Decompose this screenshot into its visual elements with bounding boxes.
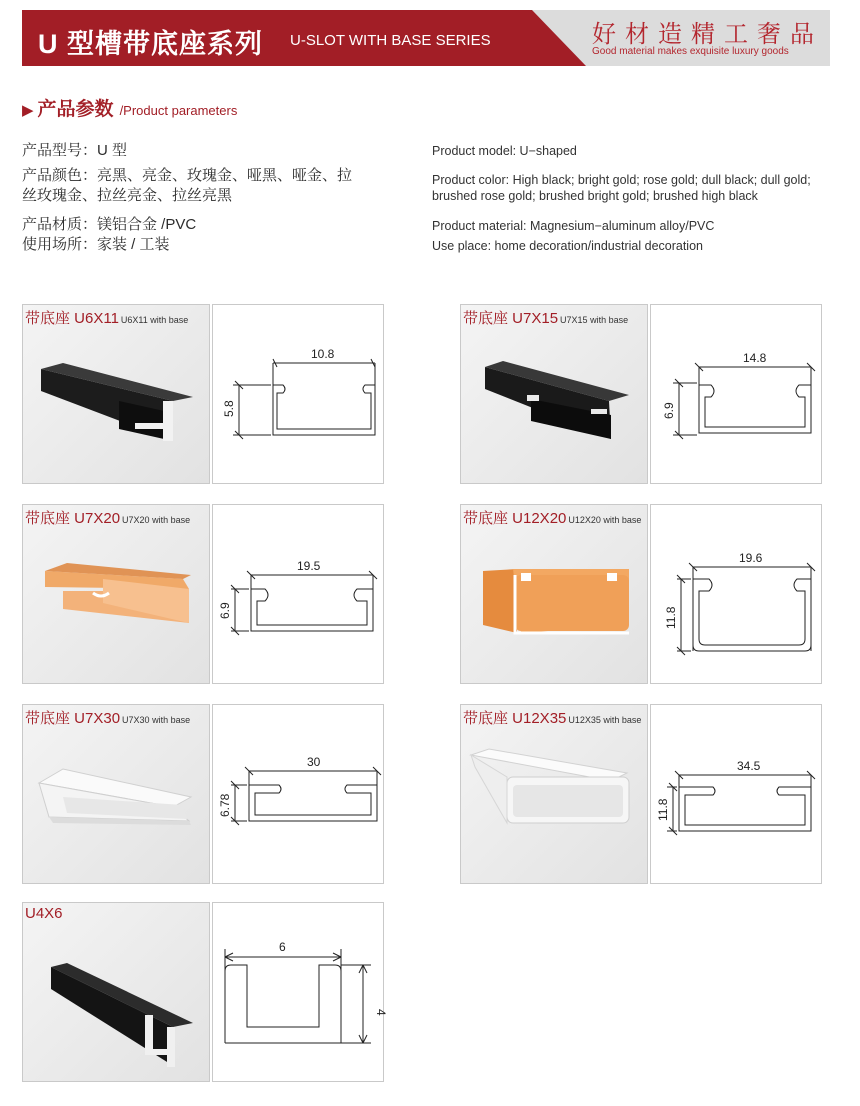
section-heading bbox=[22, 94, 237, 121]
param-place-en: Use place: home decoration/industrial decoration bbox=[432, 239, 703, 253]
height-dim-label: 4 bbox=[374, 1009, 388, 1016]
width-dim-label: 19.5 bbox=[297, 559, 321, 573]
product-label: 带底座 U7X30 U7X30 with base bbox=[25, 710, 191, 727]
header-banner bbox=[0, 0, 860, 66]
product-photo-u6x11 bbox=[22, 304, 210, 484]
dimension-drawing bbox=[213, 705, 383, 883]
product-photo-u7x30 bbox=[22, 704, 210, 884]
width-dim-label: 10.8 bbox=[311, 347, 335, 361]
param-model-cn: 产品型号：U 型 bbox=[22, 142, 128, 159]
product-label: 带底座 U7X20 U7X20 with base bbox=[25, 510, 191, 527]
black-profile-illustration bbox=[461, 305, 647, 483]
width-dim-label: 6 bbox=[279, 940, 286, 954]
param-material-cn: 产品材质：镁铝合金 /PVC bbox=[22, 216, 197, 233]
product-photo-u7x15 bbox=[460, 304, 648, 484]
black-profile-illustration bbox=[23, 903, 209, 1081]
section-title-cn: 产品参数 bbox=[37, 99, 114, 120]
white-profile-illustration bbox=[23, 705, 209, 883]
dimension-drawing bbox=[213, 903, 388, 1081]
product-drawing-u7x30 bbox=[212, 704, 384, 884]
product-drawing-u12x35 bbox=[650, 704, 822, 884]
product-drawing-u4x6 bbox=[212, 902, 388, 1082]
slogan-cn: 好材造精工奢品 bbox=[592, 20, 823, 48]
product-label: 带底座 U12X20 U12X20 with base bbox=[463, 510, 642, 527]
height-dim-label: 11.8 bbox=[664, 606, 678, 629]
slogan-en: Good material makes exquisite luxury goods bbox=[592, 46, 789, 57]
height-dim-label: 6.9 bbox=[218, 602, 232, 619]
param-model-en: Product model: U−shaped bbox=[432, 144, 577, 158]
product-drawing-u7x20 bbox=[212, 504, 384, 684]
param-material-en: Product material: Magnesium−aluminum alloy/PVC bbox=[432, 219, 715, 233]
height-dim-label: 6.78 bbox=[218, 793, 232, 817]
product-photo-u12x20 bbox=[460, 504, 648, 684]
width-dim-label: 34.5 bbox=[737, 759, 761, 773]
product-label: 带底座 U6X11 U6X11 with base bbox=[25, 310, 189, 327]
param-color-cn-line1: 产品颜色：亮黑、亮金、玫瑰金、哑黑、哑金、拉 bbox=[22, 167, 353, 184]
dimension-drawing bbox=[651, 705, 821, 883]
page-title: U 型槽带底座系列 bbox=[38, 29, 263, 59]
page-subtitle: U-SLOT WITH BASE SERIES bbox=[290, 32, 491, 49]
product-label: 带底座 U7X15 U7X15 with base bbox=[463, 310, 629, 327]
height-dim-label: 6.9 bbox=[662, 402, 676, 419]
width-dim-label: 14.8 bbox=[743, 351, 767, 365]
dimension-drawing bbox=[213, 305, 383, 483]
product-drawing-u12x20 bbox=[650, 504, 822, 684]
dimension-drawing bbox=[651, 305, 821, 483]
gold-profile-illustration bbox=[461, 505, 647, 683]
white-profile-illustration bbox=[461, 705, 647, 883]
triangle-marker-icon: ▶ bbox=[22, 102, 34, 119]
product-photo-u12x35 bbox=[460, 704, 648, 884]
param-color-en-line1: Product color: High black; bright gold; rose gold; dull black; dull gold; bbox=[432, 173, 811, 187]
product-drawing-u6x11 bbox=[212, 304, 384, 484]
gold-profile-illustration bbox=[23, 505, 209, 683]
black-profile-illustration bbox=[23, 305, 209, 483]
product-photo-u7x20 bbox=[22, 504, 210, 684]
product-drawing-u7x15 bbox=[650, 304, 822, 484]
width-dim-label: 30 bbox=[307, 755, 321, 769]
section-title-en: /Product parameters bbox=[119, 103, 238, 118]
dimension-drawing bbox=[213, 505, 383, 683]
height-dim-label: 11.8 bbox=[656, 798, 670, 821]
product-label: U4X6 bbox=[25, 905, 63, 922]
height-dim-label: 5.8 bbox=[222, 400, 236, 417]
product-photo-u4x6 bbox=[22, 902, 210, 1082]
param-place-cn: 使用场所：家装 / 工装 bbox=[22, 236, 170, 253]
param-color-cn-line2: 丝玫瑰金、拉丝亮金、拉丝亮黑 bbox=[22, 187, 233, 204]
width-dim-label: 19.6 bbox=[739, 551, 763, 565]
dimension-drawing bbox=[651, 505, 821, 683]
param-color-en-line2: brushed rose gold; brushed bright gold; brushed high black bbox=[432, 189, 758, 203]
product-label: 带底座 U12X35 U12X35 with base bbox=[463, 710, 642, 727]
